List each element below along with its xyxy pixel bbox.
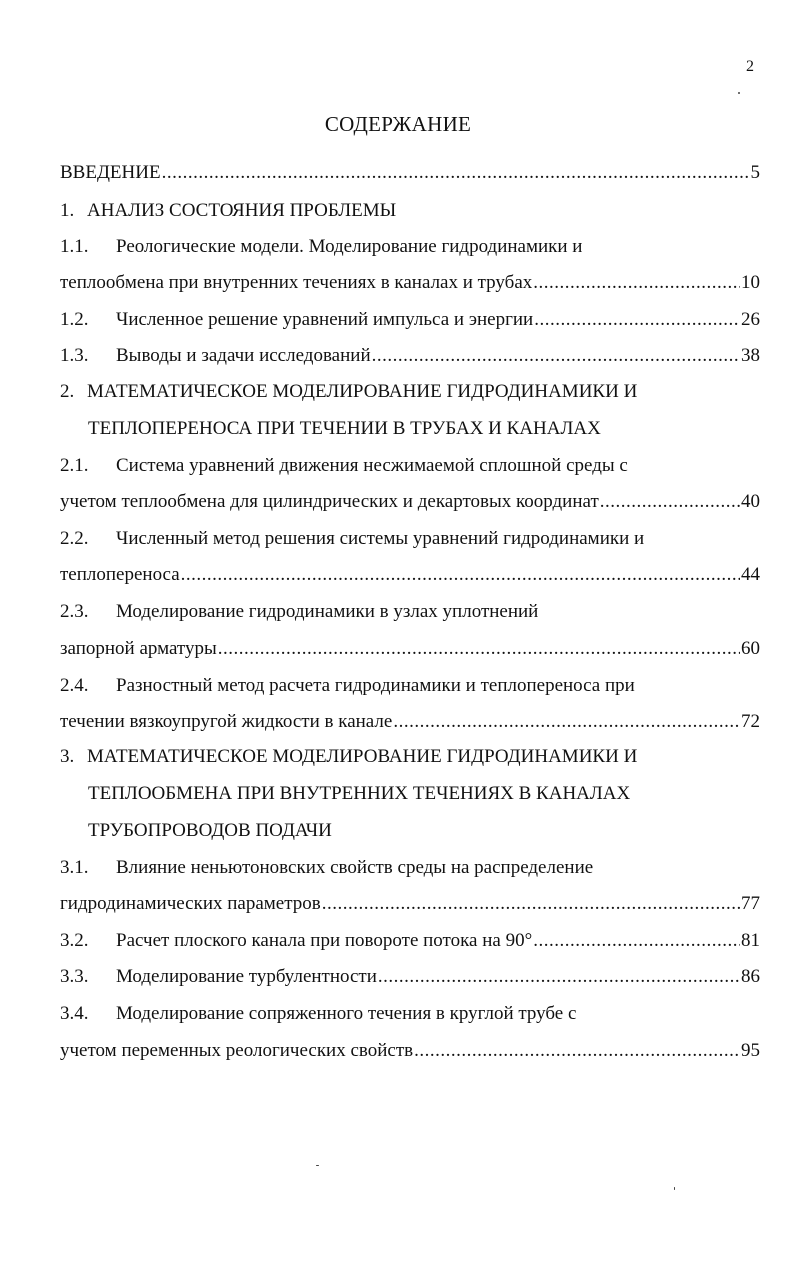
toc-entry-text: Численный метод решения системы уравнений гидродинамики и	[116, 528, 645, 549]
leader-dots	[534, 307, 740, 333]
toc-entry-text-cont: ТЕПЛОПЕРЕНОСА ПРИ ТЕЧЕНИИ В ТРУБАХ И КАНАЛАХ	[88, 418, 601, 439]
toc-entry-page: 5	[750, 162, 760, 183]
toc-entry-text-cont: запорной арматуры	[60, 638, 217, 659]
toc-entry-text: АНАЛИЗ СОСТОЯНИЯ ПРОБЛЕМЫ	[87, 200, 397, 221]
leader-dots	[533, 270, 740, 296]
toc-entry-3-4[interactable]	[60, 1001, 760, 1027]
leader-dots	[533, 928, 740, 954]
toc-entry-text-cont: теплообмена при внутренних течениях в каналах и трубах	[60, 272, 533, 293]
toc-entry-text-cont: учетом теплообмена для цилиндрических и декартовых координат	[60, 491, 599, 512]
toc-entry-text: Моделирование гидродинамики в узлах уплотнений	[116, 601, 539, 622]
toc-entry-page: 44	[741, 564, 760, 585]
toc-entry-intro[interactable]	[60, 160, 760, 186]
toc-entry-2-4[interactable]	[60, 673, 760, 699]
toc-entry-page: 81	[741, 930, 760, 951]
toc-entry-text: Моделирование турбулентности	[116, 966, 377, 987]
toc-section-3-cont[interactable]	[88, 818, 760, 844]
toc-entry-1-3[interactable]	[60, 343, 760, 369]
toc-entry-text: Расчет плоского канала при повороте потока на 90°	[116, 930, 533, 951]
toc-entry-page: 72	[741, 711, 760, 732]
toc-entry-3-2[interactable]	[60, 928, 760, 954]
toc-entry-number: 2.2.	[60, 528, 89, 549]
toc-entry-3-1[interactable]	[60, 855, 760, 881]
toc-entry-2-1-cont[interactable]	[60, 489, 760, 515]
toc-entry-2-3[interactable]	[60, 599, 760, 625]
toc-entry-text: МАТЕМАТИЧЕСКОЕ МОДЕЛИРОВАНИЕ ГИДРОДИНАМИКИ И	[87, 746, 638, 767]
toc-entry-2-4-cont[interactable]	[60, 709, 760, 735]
leader-dots	[322, 891, 740, 917]
toc-entry-text-cont: ТЕПЛООБМЕНА ПРИ ВНУТРЕННИХ ТЕЧЕНИЯХ В КАНАЛАХ	[88, 783, 631, 804]
toc-entry-text: МАТЕМАТИЧЕСКОЕ МОДЕЛИРОВАНИЕ ГИДРОДИНАМИКИ И	[87, 381, 638, 402]
toc-entry-number: 1.1.	[60, 236, 89, 257]
toc-section-3[interactable]	[60, 744, 760, 770]
toc-entry-text: Реологические модели. Моделирование гидродинамики и	[116, 236, 583, 257]
toc-entry-number: 2.	[60, 381, 75, 402]
toc-entry-2-3-cont[interactable]	[60, 636, 760, 662]
toc-entry-1-1[interactable]	[60, 234, 760, 260]
leader-dots	[181, 562, 740, 588]
toc-entry-number: 2.3.	[60, 601, 89, 622]
toc-entry-1-1-cont[interactable]	[60, 270, 760, 296]
leader-dots	[378, 964, 740, 990]
toc-entry-number: 3.4.	[60, 1003, 89, 1024]
toc-entry-text: Влияние неньютоновских свойств среды на распределение	[116, 857, 594, 878]
toc-entry-number: 1.3.	[60, 345, 89, 366]
toc-entry-number: 3.	[60, 746, 75, 767]
toc-entry-page: 40	[741, 491, 760, 512]
toc-section-2-cont[interactable]	[88, 416, 760, 442]
toc-entry-1-2[interactable]	[60, 307, 760, 333]
scan-speck	[738, 92, 740, 94]
toc-entry-page: 10	[741, 272, 760, 293]
toc-entry-3-3[interactable]	[60, 964, 760, 990]
toc-entry-number: 1.	[60, 200, 75, 221]
toc-entry-number: 1.2.	[60, 309, 89, 330]
toc-title: СОДЕРЖАНИЕ	[324, 112, 472, 136]
toc-entry-text: Численное решение уравнений импульса и энергии	[116, 309, 534, 330]
toc-entry-text: Моделирование сопряженного течения в круглой трубе с	[116, 1003, 577, 1024]
scan-speck	[316, 1165, 319, 1166]
leader-dots	[372, 343, 740, 369]
page-number: 2	[746, 58, 754, 75]
toc-entry-number: 2.4.	[60, 675, 89, 696]
toc-entry-text: Система уравнений движения несжимаемой сплошной среды с	[116, 455, 628, 476]
toc-entry-text-cont: течении вязкоупругой жидкости в канале	[60, 711, 393, 732]
leader-dots	[218, 636, 740, 662]
toc-entry-number: 3.3.	[60, 966, 89, 987]
toc-entry-3-1-cont[interactable]	[60, 891, 760, 917]
toc-entry-number: 2.1.	[60, 455, 89, 476]
toc-section-3-cont[interactable]	[88, 781, 760, 807]
toc-entry-page: 77	[741, 893, 760, 914]
toc-entry-2-2-cont[interactable]	[60, 562, 760, 588]
toc-entry-page: 26	[741, 309, 760, 330]
toc-entry-page: 60	[741, 638, 760, 659]
toc-entry-text-cont: теплопереноса	[60, 564, 180, 585]
toc-entry-page: 38	[741, 345, 760, 366]
toc-entry-text-cont: гидродинамических параметров	[60, 893, 321, 914]
toc-entry-text-cont: ТРУБОПРОВОДОВ ПОДАЧИ	[88, 820, 332, 841]
toc-entry-page: 86	[741, 966, 760, 987]
toc-entry-2-1[interactable]	[60, 453, 760, 479]
toc-entry-2-2[interactable]	[60, 526, 760, 552]
toc-section-1[interactable]	[60, 198, 760, 224]
leader-dots	[162, 160, 750, 186]
leader-dots	[414, 1038, 740, 1064]
toc-entry-text: Выводы и задачи исследований	[116, 345, 371, 366]
toc-entry-page: 95	[741, 1040, 760, 1061]
scan-speck	[674, 1187, 675, 1190]
toc-entry-text: Разностный метод расчета гидродинамики и теплопереноса при	[116, 675, 635, 696]
toc-entry-3-4-cont[interactable]	[60, 1038, 760, 1064]
toc-entry-number: 3.2.	[60, 930, 89, 951]
toc-section-2[interactable]	[60, 379, 760, 405]
leader-dots	[393, 709, 740, 735]
toc-entry-text-cont: учетом переменных реологических свойств	[60, 1040, 414, 1061]
leader-dots	[600, 489, 740, 515]
toc-entry-number: 3.1.	[60, 857, 89, 878]
toc-entry-text: ВВЕДЕНИЕ	[60, 162, 161, 183]
